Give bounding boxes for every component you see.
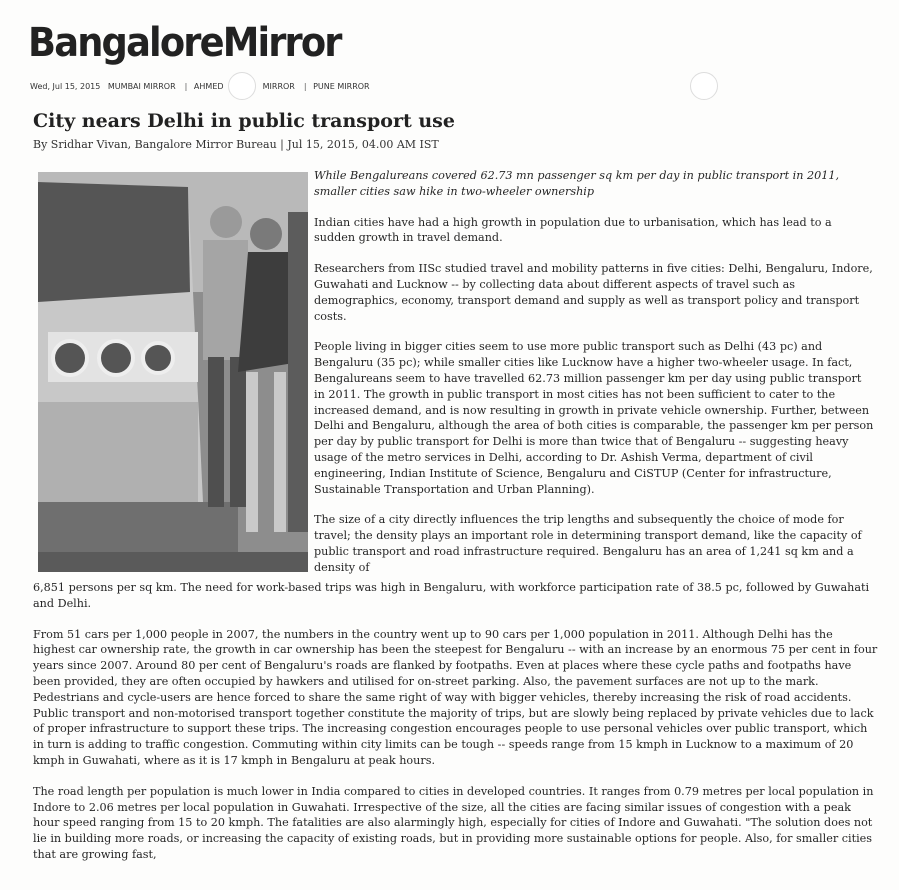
article-byline: By Sridhar Vivan, Bangalore Mirror Bureau | Jul 15, 2015, 04.00 AM IST [33, 138, 439, 151]
article-paragraph: Researchers from IISc studied travel and mobility patterns in five cities: Delhi, Bengaluru, Indore, Guwahati and Lucknow -- by collecting data about different aspects of travel such as demographics, economy, transport demand and supply as well as transport policy and transport costs. [314, 262, 873, 323]
photo-bus-passengers [38, 172, 308, 572]
masthead-logo: BangaloreMirror [28, 20, 341, 66]
edition-ahmedabad: AHMED [193, 82, 224, 91]
article-body-right [314, 168, 874, 576]
edition-bar: Wed, Jul 15, 2015 MUMBAI MIRROR | AHMED MIRROR | PUNE MIRROR [30, 82, 370, 91]
edition-pune: PUNE MIRROR [313, 82, 370, 91]
article-body-full [33, 580, 878, 878]
article-headline: City nears Delhi in public transport use [33, 110, 455, 132]
article-paragraph: The size of a city directly influences the trip lengths and subsequently the choice of mode for travel; the density plays an important role in determining transport demand, like the capacity of public transport and road infrastructure required. Bengaluru has an area of 1,241 sq km and a density of [314, 513, 862, 574]
edition-date: Wed, Jul 15, 2015 [30, 82, 101, 91]
article-paragraph: From 51 cars per 1,000 people in 2007, the numbers in the country went up to 90 cars per 1,000 population in 2011. Although Delhi has the highest car ownership rate, the growth in car ownership has been the steepest for Bengaluru -- with an increase by an enormous 75 per cent in four years since 2007. Around 80 per cent of Bengaluru's roads are flanked by footpaths. Even at places where these cycle paths and footpaths have been provided, they are often occupied by hawkers and utilised for on-street parking. Also, the pavement surfaces are not up to the mark. Pedestrians and cycle-users are hence forced to share the same right of way with bigger vehicles, thereby increasing the risk of road accidents. Public transport and non-motorised transport together constitute the majority of trips, but are slowly being replaced by private vehicles due to lack of proper infrastructure to support these trips. The increasing congestion encourages people to use personal vehicles over public transport, which in turn is adding to traffic congestion. Commuting within city limits can be tough -- speeds range from 15 kmph in Lucknow to a maximum of 20 kmph in Guwahati, where as it is 17 kmph in Bengaluru at peak hours. [33, 627, 878, 767]
article-paragraph: Indian cities have had a high growth in population due to urbanisation, which has lead to a sudden growth in travel demand. [314, 215, 832, 245]
article-paragraph: The road length per population is much lower in India compared to cities in developed countries. It ranges from 0.79 metres per local population in Indore to 2.06 metres per local population in Guwahati. Irrespective of the size, all the cities are facing similar issues of congestion with a peak hour speed ranging from 15 to 20 kmph. The fatalities are also alarmingly high, especially for cities of Indore and Guwahati. "The solution does not lie in building more roads, or increasing the capacity of existing roads, but in providing more sustainable options for people. Also, for smaller cities that are growing fast, [33, 784, 874, 861]
article-photo [38, 172, 308, 572]
scan-blot [228, 72, 256, 100]
article-paragraph: People living in bigger cities seem to use more public transport such as Delhi (43 pc) and Bengaluru (35 pc); while smaller cities like Lucknow have a higher two-wheeler usage. In fact, Bengalureans seem to have travelled 62.73 million passenger km per day using public transport in 2011. The growth in public transport in most cities has not been sufficient to cater to the increased demand, and is now resulting in growth in private vehicle ownership. Further, between Delhi and Bengaluru, although the area of both cities is comparable, the passenger km per person per day by public transport for Delhi is more than twice that of Bengaluru -- suggesting heavy usage of the metro services in Delhi, according to Dr. Ashish Verma, department of civil engineering, Indian Institute of Science, Bengaluru and CiSTUP (Center for infrastructure, Sustainable Transportation and Urban Planning). [314, 340, 874, 496]
article-paragraph: 6,851 persons per sq km. The need for work-based trips was high in Bengaluru, with workforce participation rate of 38.5 pc, followed by Guwahati and Delhi. [33, 581, 870, 610]
byline-date: Jul 15, 2015, 04.00 AM IST [287, 138, 439, 151]
edition-mirror: MIRROR [262, 82, 295, 91]
byline-author: By Sridhar Vivan, Bangalore Mirror Bureau [33, 138, 277, 151]
article-lede: While Bengalureans covered 62.73 mn passenger sq km per day in public transport in 2011, smaller cities saw hike in two-wheeler ownership [314, 169, 840, 198]
scan-blot [690, 72, 718, 100]
edition-mumbai: MUMBAI MIRROR [107, 82, 176, 91]
